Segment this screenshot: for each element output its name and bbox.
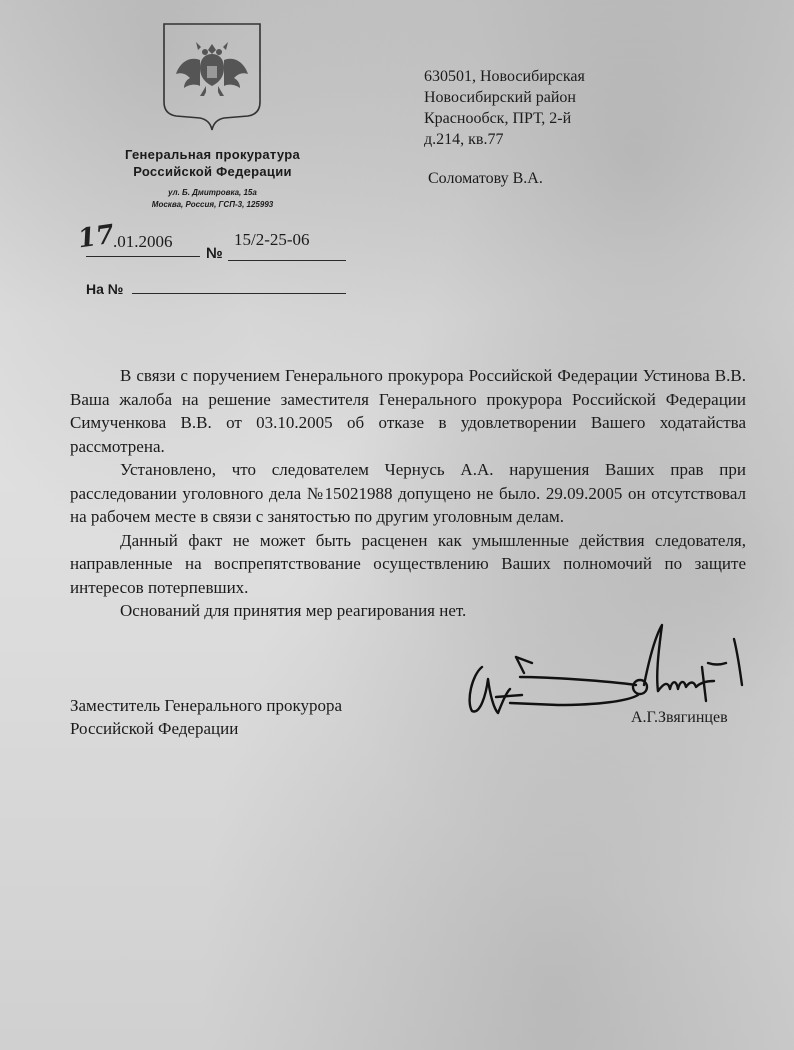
reply-to-label: На № xyxy=(86,281,124,297)
recipient-address xyxy=(424,66,585,150)
signer-title-line-1: Заместитель Генерального прокурора xyxy=(70,696,343,715)
body-paragraph: Установлено, что следователем Чернусь А.А. нарушения Ваших прав при расследовании уголовного дела №15021988 допущено не было. 29.09.2005 он отсутствовал на рабочем месте в связи с занятостью по другим уголовным делам. xyxy=(70,460,746,526)
address-line: 630501, Новосибирская xyxy=(424,68,585,85)
org-line-2: Российской Федерации xyxy=(133,164,292,179)
organization-name xyxy=(70,146,355,180)
org-address-line-1: ул. Б. Дмитровка, 15а xyxy=(168,188,257,197)
coat-of-arms-icon xyxy=(162,22,262,132)
date-day-handwritten: 17 xyxy=(76,219,117,255)
outgoing-number: 15/2-25-06 xyxy=(234,230,310,249)
recipient-name: Соломатову В.А. xyxy=(428,170,543,187)
date-underline xyxy=(86,256,200,257)
address-line: д.214, кв.77 xyxy=(424,131,504,148)
reply-to-underline xyxy=(132,293,346,294)
address-line: Краснообск, ПРТ, 2-й xyxy=(424,110,572,127)
body-paragraph: Оснований для принятия мер реагирования нет. xyxy=(120,601,467,620)
body-paragraph: Данный факт не может быть расценен как умышленные действия следователя, направленные на воспрепятствование осуществлению Ваших полномочий по защите интересов потерпевших. xyxy=(70,530,746,597)
signer-title-line-2: Российской Федерации xyxy=(70,719,239,738)
number-label: № xyxy=(206,245,223,262)
org-address-line-2: Москва, Россия, ГСП-3, 125993 xyxy=(151,200,274,209)
organization-address xyxy=(70,187,355,211)
body-paragraph: В связи с поручением Генерального прокурора Российской Федерации Устинова В.В. Ваша жалоба на решение заместителя Генерального прокурора Российской Федерации Симученкова В.В. от 03.10.2005 об отказе в удовлетворении Вашего ходатайства рассмотрена. xyxy=(70,366,746,456)
number-underline xyxy=(228,260,346,261)
date-rest: .01.2006 xyxy=(113,232,173,251)
org-line-1: Генеральная прокуратура xyxy=(124,147,300,162)
signer-name: А.Г.Звягинцев xyxy=(631,709,728,726)
letter-body xyxy=(70,364,746,623)
signer-title xyxy=(70,694,342,740)
address-line: Новосибирский район xyxy=(424,89,576,106)
